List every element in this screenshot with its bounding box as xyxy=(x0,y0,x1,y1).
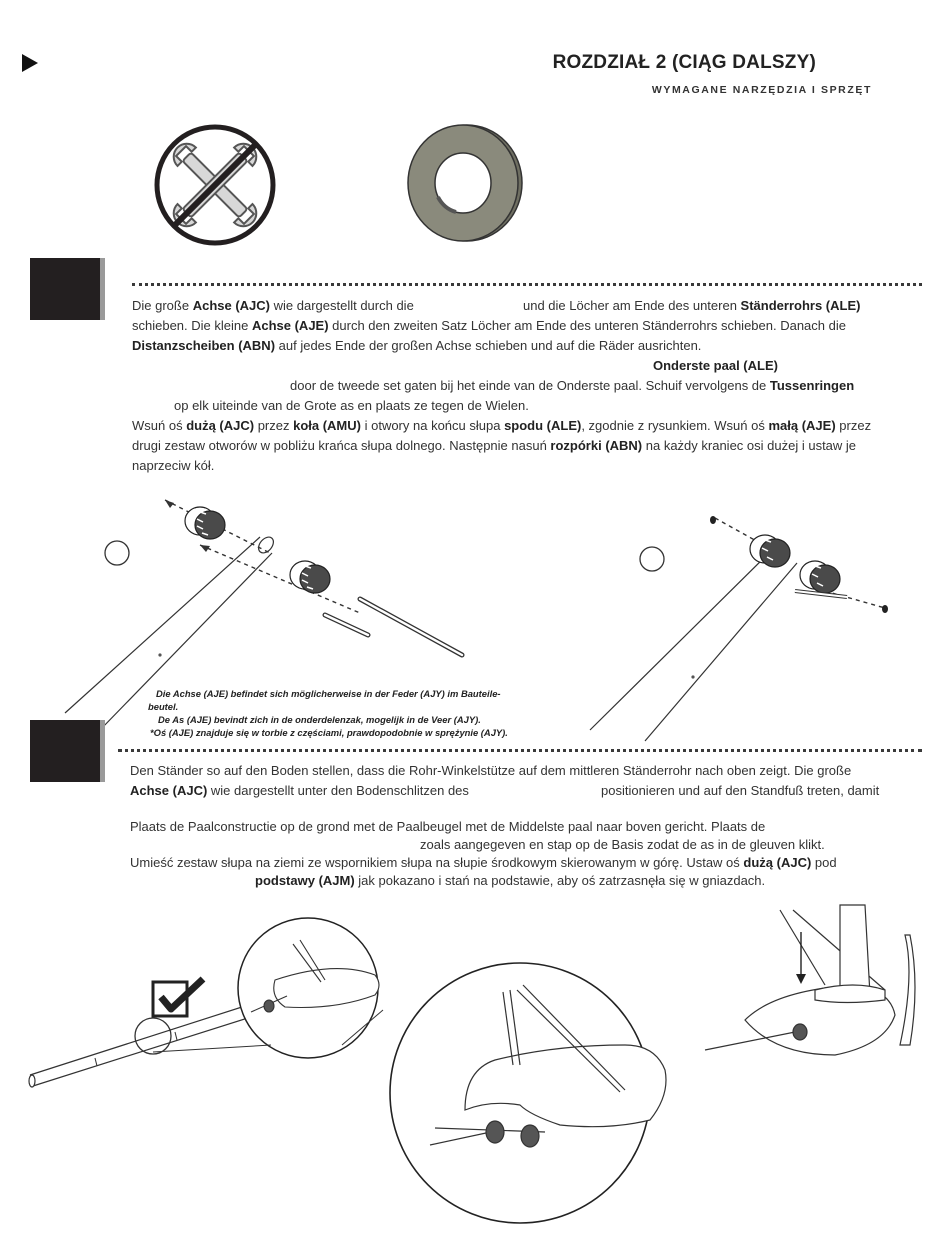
step-1-divider xyxy=(132,283,922,286)
step-2-text: Den Ständer so auf den Boden stellen, dass die Rohr-Winkelstütze auf dem mittleren Ständerrohr nach oben zeigt. Die große Achse (AJC) wie dargestellt unter den Bodenschlitzen des positionieren und auf den Standfuß treten, damit Plaats de Paalconstructie op de grond met de Paalbeugel met de Middelste paal naar boven gericht. Plaats de zoals aangegeven en stap op de Basis zodat de as in de gleuven klikt. Umieść zestaw słupa na ziemi ze wspornikiem słupa na słupie środkowym skierowanym w górę. Ustaw oś dużą (AJC) pod podstawy (AJM) jak pokazano i stań na podstawie, aby oś zatrzasnęła się w gniazdach. xyxy=(130,763,880,888)
check-icon xyxy=(153,979,203,1016)
step-2-divider xyxy=(118,749,922,752)
step-2-illustration xyxy=(25,900,925,1230)
chapter-subtitle: WYMAGANE NARZĘDZIA I SPRZĘT xyxy=(651,84,872,96)
triangle-marker-icon xyxy=(22,54,38,72)
step-2-block xyxy=(30,720,100,782)
chapter-title: ROZDZIAŁ 2 (CIĄG DALSZY) xyxy=(552,52,816,73)
step-1-right-illustration xyxy=(585,505,905,745)
step-1-block xyxy=(30,258,100,320)
no-wrench-icon xyxy=(150,123,280,247)
axle-note: Die Achse (AJE) befindet sich möglicherweise in der Feder (AJY) im Bauteile- beutel. De As (AJE) bevindt zich in de onderdelenzak, mogelijk in de Veer (AJY). *Oś (AJE) znajduje się w torbie z częściami, prawdopodobnie w sprężynie (AJY). xyxy=(148,688,508,738)
washer-icon xyxy=(405,122,525,244)
step-1-text: Die große Achse (AJC) wie dargestellt durch die und die Löcher am Ende des unteren Ständerrohrs (ALE) schieben. Die kleine Achse (AJE) durch den zweiten Satz Löcher am Ende des unteren Ständerrohrs schieben. Danach die Distanzscheiben (ABN) auf jedes Ende der großen Achse schieben und auf die Räder ausrichten. Onderste paal (ALE) door de tweede set gaten bij het einde van de Onderste paal. Schuif vervolgens de Tussenringen op elk uiteinde van de Grote as en plaats ze tegen de Wielen. Wsuń oś dużą (AJC) przez koła (AMU) i otwory na końcu słupa spodu (ALE), zgodnie z rysunkiem. Wsuń oś małą (AJE) przez drugi zestaw otworów w pobliżu krańca słupa dolnego. Następnie nasuń rozpórki (ABN) na każdy kraniec osi dużej i ustaw je naprzeciw kół. xyxy=(132,298,872,473)
